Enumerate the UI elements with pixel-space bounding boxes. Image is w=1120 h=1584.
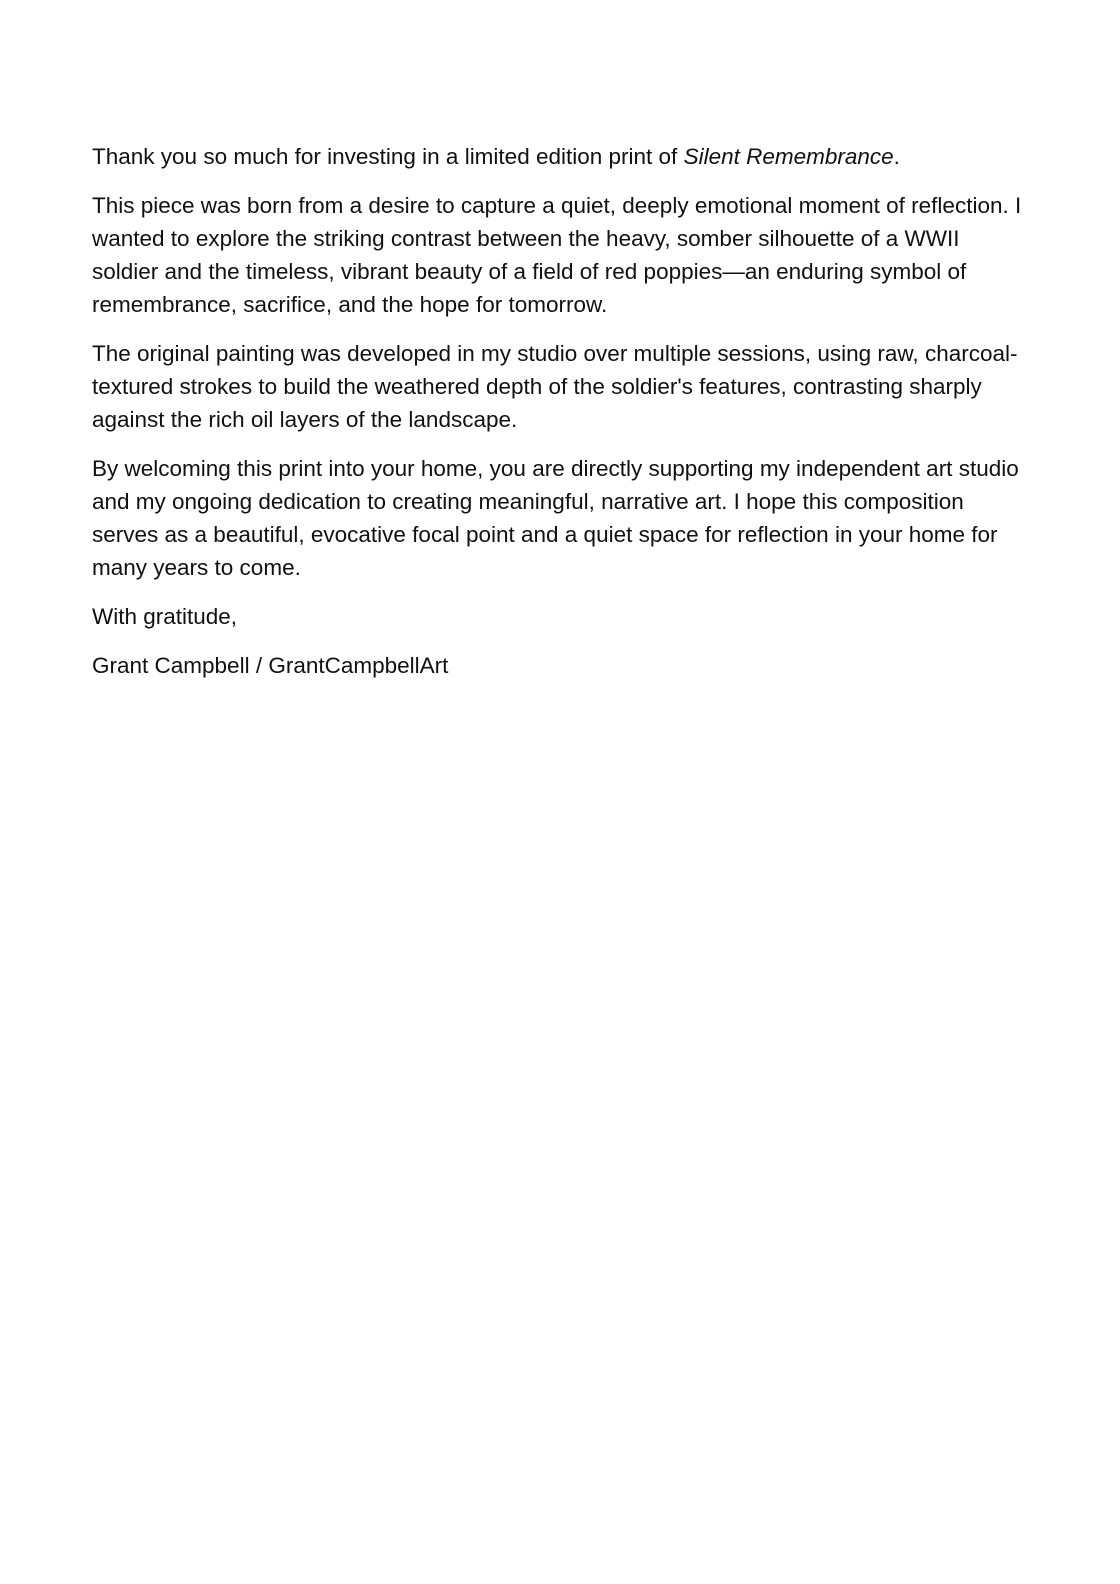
intro-period: . — [893, 144, 900, 169]
letter-body — [92, 140, 1032, 698]
artwork-title: Silent Remembrance — [683, 144, 894, 169]
support-paragraph: By welcoming this print into your home, you are directly supporting my independent art studio and my ongoing dedication to creating meaningful, narrative art. I hope this composition serves as a beautiful, evocative focal point and a quiet space for reflection in your home for many years to come. — [92, 456, 1019, 580]
process-paragraph: The original painting was developed in my studio over multiple sessions, using raw, charcoal-textured strokes to build the weathered depth of the soldier's features, contrasting sharply against the rich oil layers of the landscape. — [92, 341, 1018, 432]
intro-paragraph — [92, 140, 1032, 173]
intro-text: Thank you so much for investing in a limited edition print of — [92, 144, 684, 169]
signature-line: Grant Campbell / GrantCampbellArt — [92, 653, 449, 678]
closing-line: With gratitude, — [92, 604, 238, 629]
inspiration-paragraph: This piece was born from a desire to capture a quiet, deeply emotional moment of reflection. I wanted to explore the striking contrast between the heavy, somber silhouette of a WWII soldier and the timeless, vibrant beauty of a field of red poppies—an enduring symbol of remembrance, sacrifice, and the hope for tomorrow. — [92, 193, 1022, 317]
